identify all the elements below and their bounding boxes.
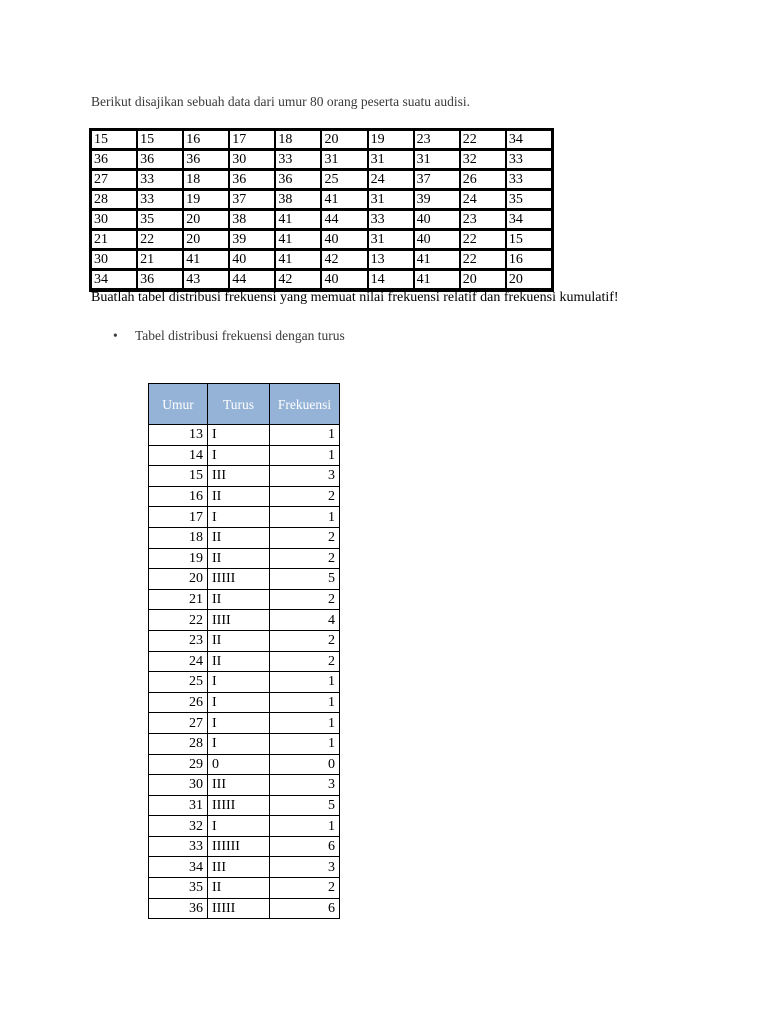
data-cell: 15 [506, 230, 552, 250]
data-cell: 40 [321, 230, 367, 250]
data-cell: 14 [368, 270, 414, 290]
data-cell: 37 [229, 190, 275, 210]
data-cell: 40 [414, 230, 460, 250]
data-cell: 38 [229, 210, 275, 230]
table-row [149, 651, 340, 672]
umur-cell: 36 [149, 898, 208, 919]
umur-cell: 30 [149, 775, 208, 796]
data-cell: 36 [91, 150, 137, 170]
frequency-table-header [149, 384, 340, 425]
data-cell: 23 [414, 130, 460, 150]
umur-cell: 18 [149, 527, 208, 548]
umur-cell: 32 [149, 816, 208, 837]
raw-data-table [89, 128, 554, 292]
umur-cell: 16 [149, 486, 208, 507]
data-cell: 41 [275, 210, 321, 230]
frekuensi-cell: 1 [270, 672, 340, 693]
data-cell: 30 [229, 150, 275, 170]
turus-cell: III [208, 775, 270, 796]
data-cell: 33 [275, 150, 321, 170]
data-cell: 33 [137, 190, 183, 210]
frekuensi-cell: 5 [270, 569, 340, 590]
umur-cell: 13 [149, 425, 208, 446]
frekuensi-cell: 1 [270, 445, 340, 466]
data-cell: 39 [229, 230, 275, 250]
data-cell: 31 [368, 230, 414, 250]
data-cell: 23 [460, 210, 506, 230]
data-cell: 44 [229, 270, 275, 290]
table-row [149, 548, 340, 569]
frekuensi-cell: 1 [270, 713, 340, 734]
frekuensi-cell: 4 [270, 610, 340, 631]
data-cell: 24 [460, 190, 506, 210]
table-row [149, 836, 340, 857]
frekuensi-cell: 2 [270, 548, 340, 569]
data-cell: 41 [414, 270, 460, 290]
data-cell: 22 [460, 250, 506, 270]
frekuensi-cell: 6 [270, 898, 340, 919]
frekuensi-cell: 3 [270, 857, 340, 878]
turus-cell: II [208, 878, 270, 899]
data-cell: 36 [275, 170, 321, 190]
data-cell: 41 [275, 230, 321, 250]
data-cell: 22 [460, 130, 506, 150]
data-cell: 42 [275, 270, 321, 290]
data-cell: 42 [321, 250, 367, 270]
turus-cell: I [208, 672, 270, 693]
turus-cell: II [208, 527, 270, 548]
data-cell: 15 [137, 130, 183, 150]
frekuensi-cell: 2 [270, 527, 340, 548]
frekuensi-cell: 3 [270, 466, 340, 487]
data-cell: 31 [321, 150, 367, 170]
table-row [149, 445, 340, 466]
umur-cell: 23 [149, 630, 208, 651]
frekuensi-cell: 0 [270, 754, 340, 775]
data-cell: 19 [183, 190, 229, 210]
umur-cell: 19 [149, 548, 208, 569]
data-row [91, 130, 552, 150]
turus-cell: IIII [208, 610, 270, 631]
umur-cell: 27 [149, 713, 208, 734]
data-cell: 26 [460, 170, 506, 190]
turus-cell: II [208, 589, 270, 610]
umur-cell: 14 [149, 445, 208, 466]
data-cell: 30 [91, 250, 137, 270]
table-row [149, 610, 340, 631]
turus-cell: I [208, 507, 270, 528]
frekuensi-cell: 1 [270, 507, 340, 528]
data-row [91, 210, 552, 230]
turus-cell: IIIIII [208, 836, 270, 857]
data-cell: 31 [368, 190, 414, 210]
table-row [149, 754, 340, 775]
turus-cell: IIIII [208, 569, 270, 590]
data-cell: 15 [91, 130, 137, 150]
data-cell: 41 [321, 190, 367, 210]
data-cell: 18 [183, 170, 229, 190]
data-cell: 18 [275, 130, 321, 150]
turus-cell: I [208, 733, 270, 754]
data-cell: 38 [275, 190, 321, 210]
bullet-item [113, 328, 345, 344]
data-cell: 16 [183, 130, 229, 150]
table-row [149, 775, 340, 796]
data-row [91, 270, 552, 290]
frekuensi-cell: 1 [270, 692, 340, 713]
data-cell: 20 [321, 130, 367, 150]
data-row [91, 150, 552, 170]
table-row [149, 527, 340, 548]
data-cell: 19 [368, 130, 414, 150]
bullet-label: Tabel distribusi frekuensi dengan turus [135, 328, 345, 343]
data-cell: 20 [183, 230, 229, 250]
table-row [149, 486, 340, 507]
turus-cell: I [208, 425, 270, 446]
data-cell: 13 [368, 250, 414, 270]
turus-cell: I [208, 692, 270, 713]
table-row [149, 733, 340, 754]
turus-cell: II [208, 486, 270, 507]
table-row [149, 589, 340, 610]
data-cell: 41 [414, 250, 460, 270]
frekuensi-cell: 5 [270, 795, 340, 816]
data-cell: 33 [506, 150, 552, 170]
data-row [91, 190, 552, 210]
turus-cell: II [208, 651, 270, 672]
data-cell: 41 [183, 250, 229, 270]
data-cell: 36 [183, 150, 229, 170]
data-cell: 16 [506, 250, 552, 270]
data-cell: 22 [460, 230, 506, 250]
data-cell: 32 [460, 150, 506, 170]
data-cell: 21 [137, 250, 183, 270]
table-row [149, 630, 340, 651]
data-cell: 22 [137, 230, 183, 250]
table-row [149, 569, 340, 590]
frekuensi-cell: 2 [270, 651, 340, 672]
data-cell: 39 [414, 190, 460, 210]
data-cell: 33 [506, 170, 552, 190]
data-cell: 31 [368, 150, 414, 170]
table-row [149, 425, 340, 446]
frekuensi-cell: 1 [270, 425, 340, 446]
umur-cell: 26 [149, 692, 208, 713]
turus-cell: IIIII [208, 795, 270, 816]
umur-cell: 28 [149, 733, 208, 754]
umur-cell: 24 [149, 651, 208, 672]
data-cell: 31 [414, 150, 460, 170]
data-cell: 36 [137, 270, 183, 290]
header-turus: Turus [208, 384, 270, 425]
data-cell: 37 [414, 170, 460, 190]
umur-cell: 31 [149, 795, 208, 816]
header-frekuensi: Frekuensi [270, 384, 340, 425]
data-cell: 28 [91, 190, 137, 210]
frekuensi-cell: 2 [270, 878, 340, 899]
data-cell: 34 [506, 210, 552, 230]
header-umur: Umur [149, 384, 208, 425]
data-cell: 36 [229, 170, 275, 190]
umur-cell: 22 [149, 610, 208, 631]
umur-cell: 15 [149, 466, 208, 487]
data-cell: 34 [506, 130, 552, 150]
frekuensi-cell: 2 [270, 486, 340, 507]
umur-cell: 17 [149, 507, 208, 528]
data-cell: 20 [460, 270, 506, 290]
frekuensi-cell: 2 [270, 589, 340, 610]
turus-cell: III [208, 857, 270, 878]
data-cell: 20 [183, 210, 229, 230]
umur-cell: 33 [149, 836, 208, 857]
frekuensi-cell: 1 [270, 816, 340, 837]
turus-cell: I [208, 713, 270, 734]
umur-cell: 34 [149, 857, 208, 878]
turus-cell: III [208, 466, 270, 487]
data-cell: 20 [506, 270, 552, 290]
data-row [91, 170, 552, 190]
table-row [149, 466, 340, 487]
frekuensi-cell: 2 [270, 630, 340, 651]
table-row [149, 507, 340, 528]
turus-cell: II [208, 630, 270, 651]
umur-cell: 20 [149, 569, 208, 590]
intro-text: Berikut disajikan sebuah data dari umur 80 orang peserta suatu audisi. [91, 94, 471, 109]
data-cell: 33 [137, 170, 183, 190]
turus-cell: IIIII [208, 898, 270, 919]
task-text: Buatlah tabel distribusi frekuensi yang memuat nilai frekuensi relatif dan frekuensi kumulatif! [91, 290, 619, 305]
data-cell: 43 [183, 270, 229, 290]
frekuensi-cell: 1 [270, 733, 340, 754]
data-cell: 40 [414, 210, 460, 230]
table-row [149, 713, 340, 734]
data-cell: 34 [91, 270, 137, 290]
data-cell: 40 [321, 270, 367, 290]
data-cell: 41 [275, 250, 321, 270]
data-cell: 36 [137, 150, 183, 170]
turus-cell: I [208, 816, 270, 837]
data-cell: 35 [506, 190, 552, 210]
frekuensi-cell: 3 [270, 775, 340, 796]
turus-cell: I [208, 445, 270, 466]
umur-cell: 29 [149, 754, 208, 775]
table-row [149, 672, 340, 693]
frekuensi-cell: 6 [270, 836, 340, 857]
umur-cell: 35 [149, 878, 208, 899]
data-cell: 40 [229, 250, 275, 270]
table-row [149, 816, 340, 837]
data-row [91, 230, 552, 250]
turus-cell: 0 [208, 754, 270, 775]
data-cell: 25 [321, 170, 367, 190]
data-cell: 24 [368, 170, 414, 190]
data-row [91, 250, 552, 270]
turus-cell: II [208, 548, 270, 569]
data-cell: 17 [229, 130, 275, 150]
data-cell: 33 [368, 210, 414, 230]
table-row [149, 878, 340, 899]
frequency-table [148, 383, 340, 919]
table-row [149, 692, 340, 713]
data-cell: 21 [91, 230, 137, 250]
data-cell: 30 [91, 210, 137, 230]
umur-cell: 25 [149, 672, 208, 693]
data-cell: 44 [321, 210, 367, 230]
bullet-dot-icon: • [113, 328, 118, 343]
data-cell: 27 [91, 170, 137, 190]
table-row [149, 795, 340, 816]
data-cell: 35 [137, 210, 183, 230]
table-row [149, 898, 340, 919]
table-row [149, 857, 340, 878]
umur-cell: 21 [149, 589, 208, 610]
